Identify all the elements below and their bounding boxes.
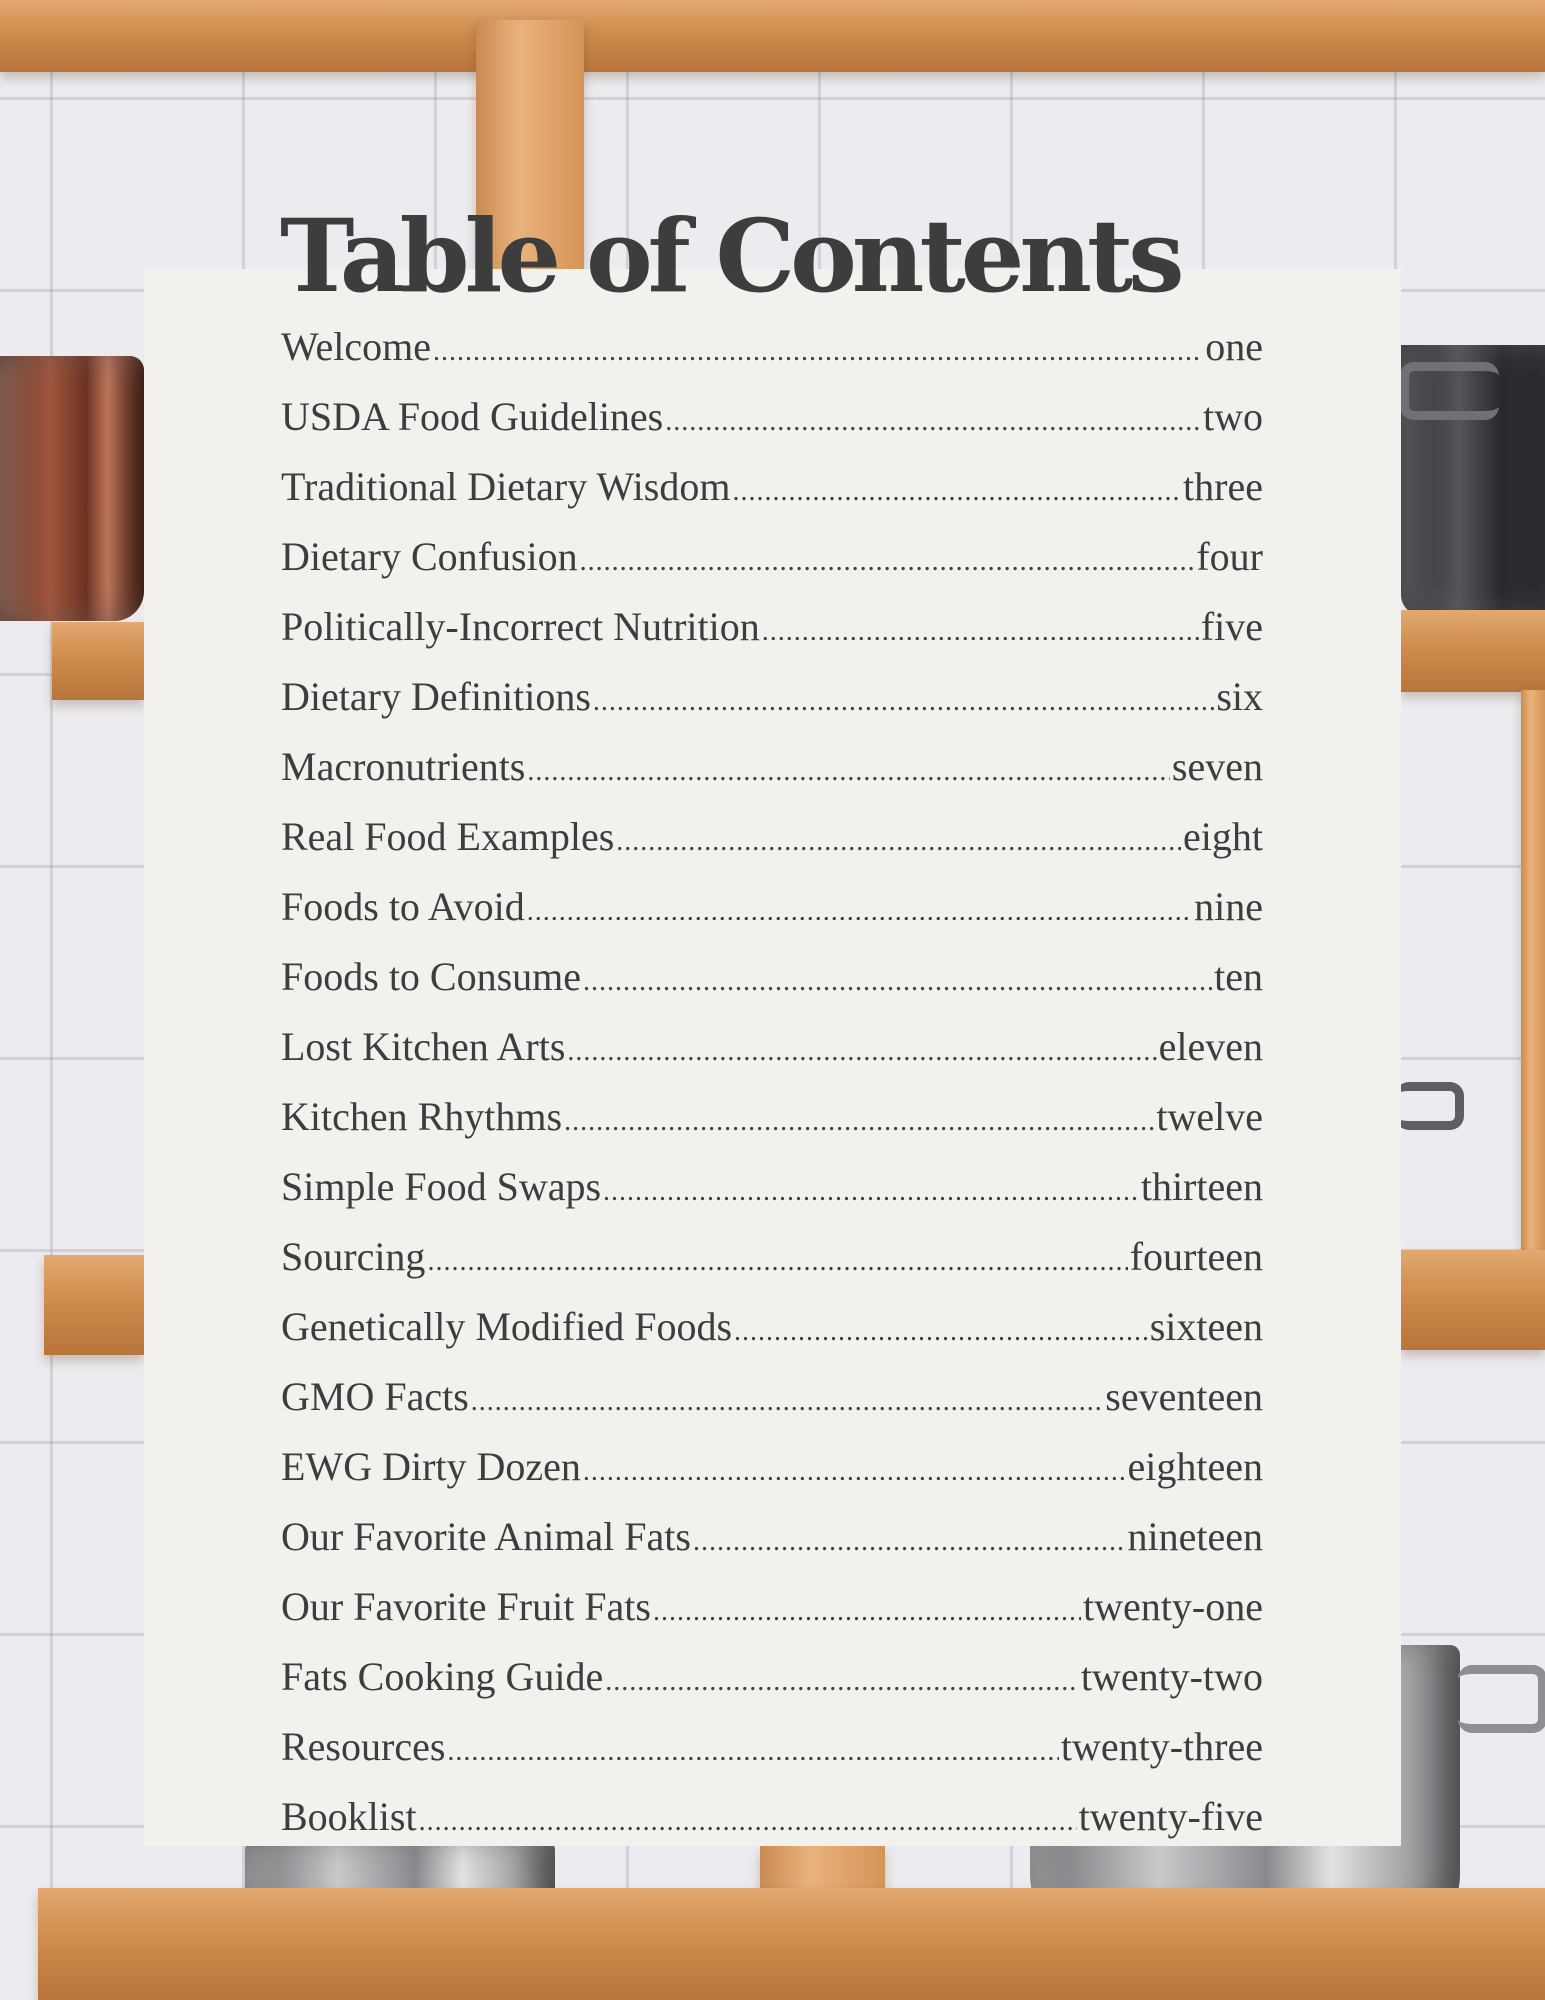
page-title: Table of Contents [280,197,1180,315]
toc-entry [281,596,1263,666]
toc-entry-page: ten [1214,954,1263,999]
toc-entry-label: USDA Food Guidelines [281,394,664,439]
toc-entry-page: sixteen [1149,1304,1263,1349]
toc-entry-page: nine [1194,884,1263,929]
toc-entry-label: Macronutrients [281,744,526,789]
toc-entry-page: one [1205,324,1263,369]
side-handle [1395,1082,1464,1130]
toc-entry-label: EWG Dirty Dozen [281,1444,581,1489]
toc-entry-page: nineteen [1127,1514,1263,1559]
toc-entry [281,806,1263,876]
toc-dot-leader [580,531,1195,593]
toc-entry [281,456,1263,526]
toc-entry-page: seventeen [1105,1374,1263,1419]
toc-entry-page: twenty-five [1078,1794,1263,1839]
toc-entry-label: Resources [281,1724,446,1769]
right-shelf-1 [1401,610,1545,692]
toc-entry-label: Politically-Incorrect Nutrition [281,604,760,649]
toc-entry-page: six [1216,674,1263,719]
toc-entry-page: twenty-three [1060,1724,1263,1769]
toc-dot-leader [616,811,1181,873]
toc-dot-leader [762,601,1199,663]
toc-entry-label: Kitchen Rhythms [281,1094,563,1139]
toc-entry-page: twelve [1156,1094,1263,1139]
toc-entry-label: Booklist [281,1794,417,1839]
toc-entry-label: Foods to Consume [281,954,582,999]
toc-dot-leader [427,1231,1127,1293]
toc-dot-leader [527,881,1192,943]
toc-entry [281,1016,1263,1086]
toc-entry-page: eighteen [1127,1444,1263,1489]
toc-entry [281,1506,1263,1576]
toc-entry-label: Our Favorite Animal Fats [281,1514,691,1559]
dark-pot-handle [1400,362,1499,420]
toc-entry-page: three [1183,464,1263,509]
toc-entry [281,1296,1263,1366]
toc-dot-leader [567,1021,1156,1083]
toc-entry [281,1716,1263,1786]
toc-entry [281,1366,1263,1436]
toc-dot-leader [583,1441,1126,1503]
toc-dot-leader [734,1301,1148,1363]
toc-dot-leader [583,951,1212,1013]
toc-dot-leader [447,1721,1058,1783]
toc-entry [281,736,1263,806]
toc-entry-label: Foods to Avoid [281,884,525,929]
toc-entry-label: Genetically Modified Foods [281,1304,733,1349]
toc-entry-label: Welcome [281,324,432,369]
bottom-shelf [38,1888,1545,2000]
toc-entry-page: seven [1171,744,1263,789]
toc-entry-label: Fats Cooking Guide [281,1654,604,1699]
toc-dot-leader [527,741,1170,803]
toc-entry-label: Sourcing [281,1234,426,1279]
toc-entry-page: twenty-two [1080,1654,1263,1699]
toc-entry-label: Simple Food Swaps [281,1164,602,1209]
toc-dot-leader [471,1371,1104,1433]
toc-entry [281,526,1263,596]
toc-entry [281,666,1263,736]
toc-entry [281,316,1263,386]
toc-dot-leader [605,1651,1079,1713]
toc-entry [281,1156,1263,1226]
toc-entry-label: Real Food Examples [281,814,615,859]
right-post [1521,690,1545,1250]
toc-entry-page: twenty-one [1083,1584,1263,1629]
toc-entry-page: eleven [1158,1024,1263,1069]
toc-entry-page: fourteen [1129,1234,1263,1279]
toc-entry [281,1646,1263,1716]
toc-entry-page: two [1203,394,1263,439]
toc-entry-label: Dietary Confusion [281,534,578,579]
toc-dot-leader [564,1091,1154,1153]
table-of-contents [281,316,1263,1856]
toc-entry-label: Lost Kitchen Arts [281,1024,566,1069]
toc-dot-leader [732,461,1181,523]
right-shelf-2 [1401,1250,1545,1350]
toc-entry [281,1436,1263,1506]
toc-entry-label: GMO Facts [281,1374,469,1419]
toc-dot-leader [653,1581,1081,1643]
toc-entry [281,1226,1263,1296]
toc-dot-leader [593,671,1214,733]
toc-entry-page: thirteen [1140,1164,1263,1209]
top-shelf [0,0,1545,72]
toc-dot-leader [603,1161,1139,1223]
toc-entry [281,1786,1263,1856]
toc-dot-leader [433,321,1203,383]
toc-entry-label: Traditional Dietary Wisdom [281,464,731,509]
toc-dot-leader [665,391,1201,453]
steel-pot-handle [1458,1665,1545,1733]
toc-entry-label: Dietary Definitions [281,674,591,719]
toc-entry [281,946,1263,1016]
toc-entry-page: eight [1183,814,1263,859]
toc-entry-page: five [1200,604,1263,649]
toc-dot-leader [693,1511,1126,1573]
toc-entry-page: four [1196,534,1263,579]
toc-entry [281,876,1263,946]
toc-entry [281,1576,1263,1646]
toc-dot-leader [419,1791,1077,1853]
copper-pot [0,356,144,621]
toc-entry [281,386,1263,456]
left-shelf-2 [44,1255,144,1355]
left-shelf-1 [52,622,144,700]
toc-entry [281,1086,1263,1156]
toc-entry-label: Our Favorite Fruit Fats [281,1584,651,1629]
